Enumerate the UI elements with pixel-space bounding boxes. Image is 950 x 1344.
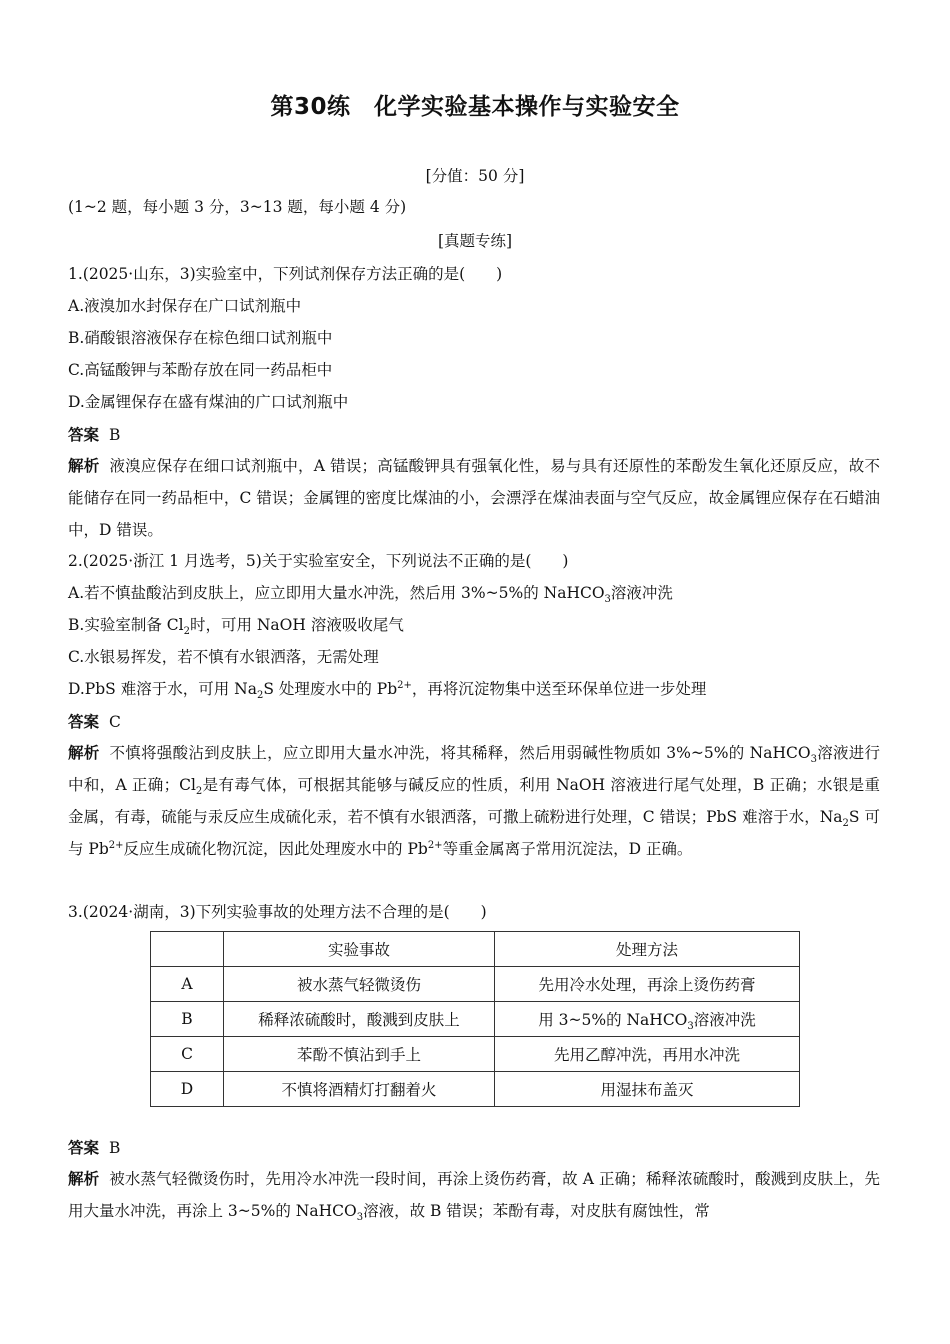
- q2-option-d: D.PbS 难溶于水，可用 $Na_2S$ 处理废水中的 $Pb^{2+}$，再将沉淀物集中送至环保单位进一步处理: [68, 679, 707, 702]
- q1-option-c: C.高锰酸钾与苯酚存放在同一药品柜中: [68, 361, 333, 379]
- section-heading: [真题专练]: [437, 232, 513, 250]
- q2-option-c: C.水银易挥发，若不慎有水银洒落，无需处理: [68, 648, 379, 666]
- table-cell: B: [151, 1002, 224, 1037]
- table-cell: 不慎将酒精灯打翻着火: [224, 1072, 495, 1107]
- q1-option-b: B.硝酸银溶液保存在棕色细口试剂瓶中: [68, 329, 333, 347]
- analysis-label: 解析: [68, 1170, 100, 1188]
- answer-label: 答案: [68, 713, 100, 731]
- table-cell: 用 3~5%的 NaHCO$_3$溶液冲洗: [495, 1002, 800, 1037]
- table-cell: 先用乙醇冲洗，再用水冲洗: [495, 1037, 800, 1072]
- table-cell: 被水蒸气轻微烫伤: [224, 967, 495, 1002]
- table-cell: 先用冷水处理，再涂上烫伤药膏: [495, 967, 800, 1002]
- answer-label: 答案: [68, 426, 100, 444]
- q2-option-b: B.实验室制备 $Cl_2$时，可用 NaOH 溶液吸收尾气: [68, 616, 404, 638]
- table-row: [151, 1002, 800, 1037]
- table-row: [151, 967, 800, 1002]
- table-row: [151, 1072, 800, 1107]
- q2-analysis: 解析 不慎将强酸沾到皮肤上，应立即用大量水冲洗，将其稀释，然后用弱碱性物质如 3%~5%的 NaHCO$_3$溶液进行中和，A 正确；$Cl_2$是有毒气体，可根据其能够与碱反应的性质，利用 NaOH 溶液进行尾气处理，B 正确；水银是重金属，有毒，硫能与汞反应生成硫化汞，若不慎有水银洒落，可撒上硫粉进行处理，C 错误；PbS 难溶于水，$Na_2S$ 可与 $Pb^{2+}$反应生成硫化物沉淀，因此处理废水中的 $Pb^{2+}$等重金属离子常用沉淀法，D 正确。: [68, 744, 881, 858]
- q3-stem: 3.(2024·湖南，3)下列实验事故的处理方法不合理的是( ): [68, 903, 487, 921]
- table-cell: C: [151, 1037, 224, 1072]
- q3-answer: [68, 1138, 120, 1158]
- answer-label: 答案: [68, 1139, 100, 1157]
- q1-stem: 1.(2025·山东，3)实验室中，下列试剂保存方法正确的是( ): [68, 265, 503, 283]
- q1-analysis: [68, 450, 880, 546]
- table-header-cell: 处理方法: [495, 932, 800, 967]
- scoring-note: (1~2 题，每小题 3 分，3~13 题，每小题 4 分): [68, 198, 407, 216]
- table-cell: 用湿抹布盖灭: [495, 1072, 800, 1107]
- q1-answer: [68, 425, 120, 445]
- table-header-cell: [151, 932, 224, 967]
- table-row: [151, 1037, 800, 1072]
- table-cell: 稀释浓硫酸时，酸溅到皮肤上: [224, 1002, 495, 1037]
- q2-answer: [68, 712, 121, 732]
- table-cell: 苯酚不慎沾到手上: [224, 1037, 495, 1072]
- q1-option-d: D.金属锂保存在盛有煤油的广口试剂瓶中: [68, 393, 349, 411]
- q3-answer-value: B: [109, 1139, 121, 1157]
- q2-option-a: A.若不慎盐酸沾到皮肤上，应立即用大量水冲洗，然后用 3%~5%的 NaHCO$_3$溶液冲洗: [68, 584, 673, 606]
- accident-table: [150, 931, 800, 1107]
- q1-option-a: A.液溴加水封保存在广口试剂瓶中: [68, 297, 302, 315]
- score-info: [分值：50 分]: [425, 167, 525, 185]
- analysis-label: 解析: [68, 457, 100, 475]
- analysis-label: 解析: [68, 744, 100, 762]
- q1-analysis-text: 液溴应保存在细口试剂瓶中，A 错误；高锰酸钾具有强氧化性，易与具有还原性的苯酚发生氧化还原反应，故不能储存在同一药品柜中，C 错误；金属锂的密度比煤油的小，会漂浮在煤油表面与空气反应，故金属锂应保存在石蜡油中，D 错误。: [68, 457, 880, 539]
- q2-stem: 2.(2025·浙江 1 月选考，5)关于实验室安全，下列说法不正确的是( ): [68, 552, 569, 570]
- table-header-cell: 实验事故: [224, 932, 495, 967]
- table-header-row: [151, 932, 800, 967]
- q1-answer-value: B: [109, 426, 121, 444]
- table-cell: D: [151, 1072, 224, 1107]
- q2-answer-value: C: [109, 713, 121, 731]
- q3-analysis: 解析 被水蒸气轻微烫伤时，先用冷水冲洗一段时间，再涂上烫伤药膏，故 A 正确；稀释浓硫酸时，酸溅到皮肤上，先用大量水冲洗，再涂上 3~5%的 NaHCO$_3$溶液，故 B 错误；苯酚有毒，对皮肤有腐蚀性，常: [68, 1170, 880, 1224]
- table-cell: A: [151, 967, 224, 1002]
- page-title: 第30练 化学实验基本操作与实验安全: [270, 94, 680, 120]
